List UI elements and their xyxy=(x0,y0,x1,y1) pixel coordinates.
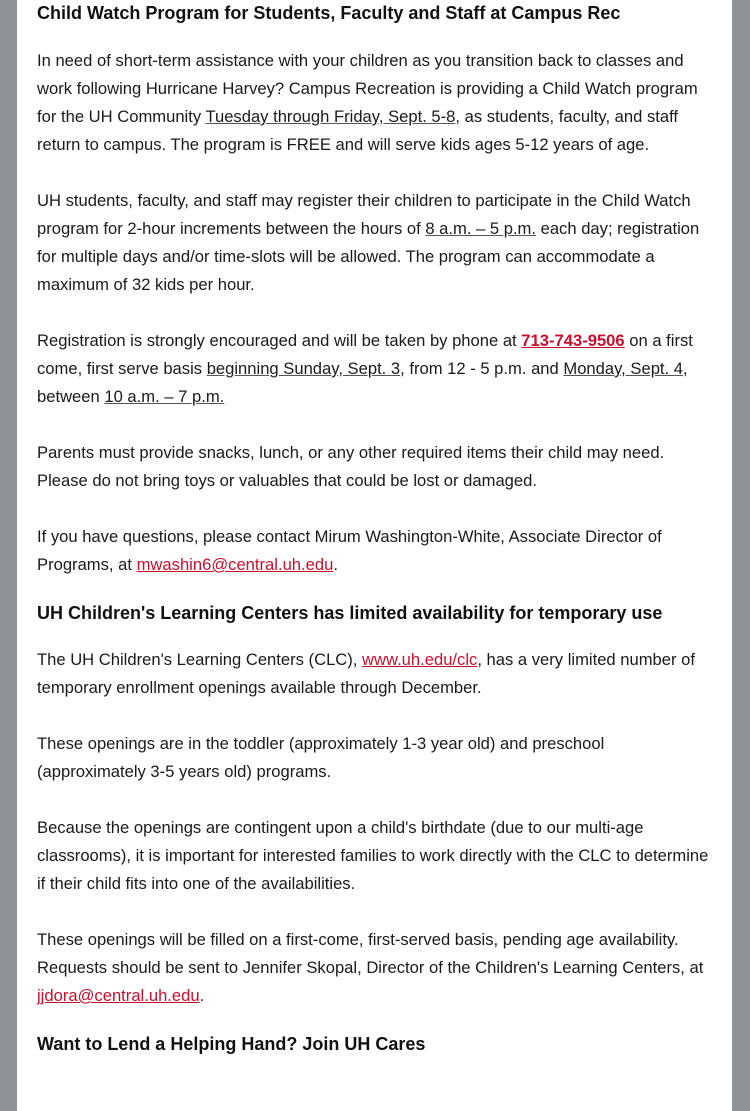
registration-text-end: each day; registration for multiple days and/or time-slots will be allowed. The program can accommodate a maximum of 32 kids per hour. xyxy=(37,219,700,294)
uh-cares-heading: Want to Lend a Helping Hand? Join UH Cares xyxy=(37,1034,426,1054)
clc-openings-paragraph: These openings are in the toddler (approximately 1-3 year old) and preschool (approximately 3-5 years old) programs. xyxy=(37,734,605,781)
program-dates: Tuesday through Friday, Sept. 5-8 xyxy=(205,107,456,126)
contact-paragraph xyxy=(37,523,712,579)
child-watch-heading: Child Watch Program for Students, Faculty and Staff at Campus Rec xyxy=(37,3,621,23)
phone-hours: 10 a.m. – 7 p.m. xyxy=(104,387,225,406)
phone-number-link[interactable]: 713-743-9506 xyxy=(521,331,625,350)
clc-intro-paragraph xyxy=(37,646,712,702)
clc-birthdate-paragraph: Because the openings are contingent upon a child's birthdate (due to our multi-age classrooms), it is important for interested families to work directly with the CLC to determine if their child fits into one of the availabilities. xyxy=(37,818,709,893)
intro-text: In need of short-term assistance with your children as you transition back to classes and work following Hurricane Harvey? Campus Recreation is providing a Child Watch program for the UH Community xyxy=(37,51,698,126)
phone-text-mid: on a first come, first serve basis xyxy=(37,331,693,378)
clc-request-text: Requests should be sent to Jennifer Skopal, Director of the Children's Learning Centers, at xyxy=(37,958,704,977)
phone-registration-paragraph xyxy=(37,327,712,411)
clc-fill-text: These openings will be filled on a first-come, first-served basis, pending age availability. xyxy=(37,930,679,949)
clc-heading: UH Children's Learning Centers has limited availability for temporary use xyxy=(37,603,663,623)
intro-text-end: , as students, faculty, and staff return to campus. The program is FREE and will serve kids ages 5-12 years of age. xyxy=(37,107,679,154)
begin-date: beginning Sunday, Sept. 3 xyxy=(206,359,401,378)
clc-request-text-end: . xyxy=(199,986,205,1005)
clc-website-link[interactable]: www.uh.edu/clc xyxy=(362,650,478,669)
email-page xyxy=(17,0,732,1111)
registration-text: UH students, faculty, and staff may register their children to participate in the Child Watch program for 2-hour increments between the hours of xyxy=(37,191,691,238)
contact-text-end: . xyxy=(333,555,338,574)
phone-text-mid2: , from 12 - 5 p.m. and xyxy=(400,359,564,378)
phone-text-mid3: , between xyxy=(37,359,688,406)
clc-intro-text-end: , has a very limited number of temporary enrollment openings available through December. xyxy=(37,650,695,697)
phone-text: Registration is strongly encouraged and will be taken by phone at xyxy=(37,331,522,350)
clc-intro-text: The UH Children's Learning Centers (CLC), xyxy=(37,650,363,669)
registration-paragraph xyxy=(37,187,712,299)
child-watch-intro-paragraph xyxy=(37,47,712,159)
parents-paragraph: Parents must provide snacks, lunch, or any other required items their child may need. Please do not bring toys or valuables that could be lost or damaged. xyxy=(37,443,665,490)
monday-date: Monday, Sept. 4 xyxy=(563,359,683,378)
contact-text: If you have questions, please contact Mirum Washington-White, Associate Director of Programs, at xyxy=(37,527,662,574)
program-hours: 8 a.m. – 5 p.m. xyxy=(425,219,536,238)
contact-email-link[interactable]: mwashin6@central.uh.edu xyxy=(136,555,334,574)
email-body xyxy=(17,0,732,1057)
clc-fill-paragraph xyxy=(37,926,712,1010)
clc-email-link[interactable]: jjdora@central.uh.edu xyxy=(37,986,200,1005)
